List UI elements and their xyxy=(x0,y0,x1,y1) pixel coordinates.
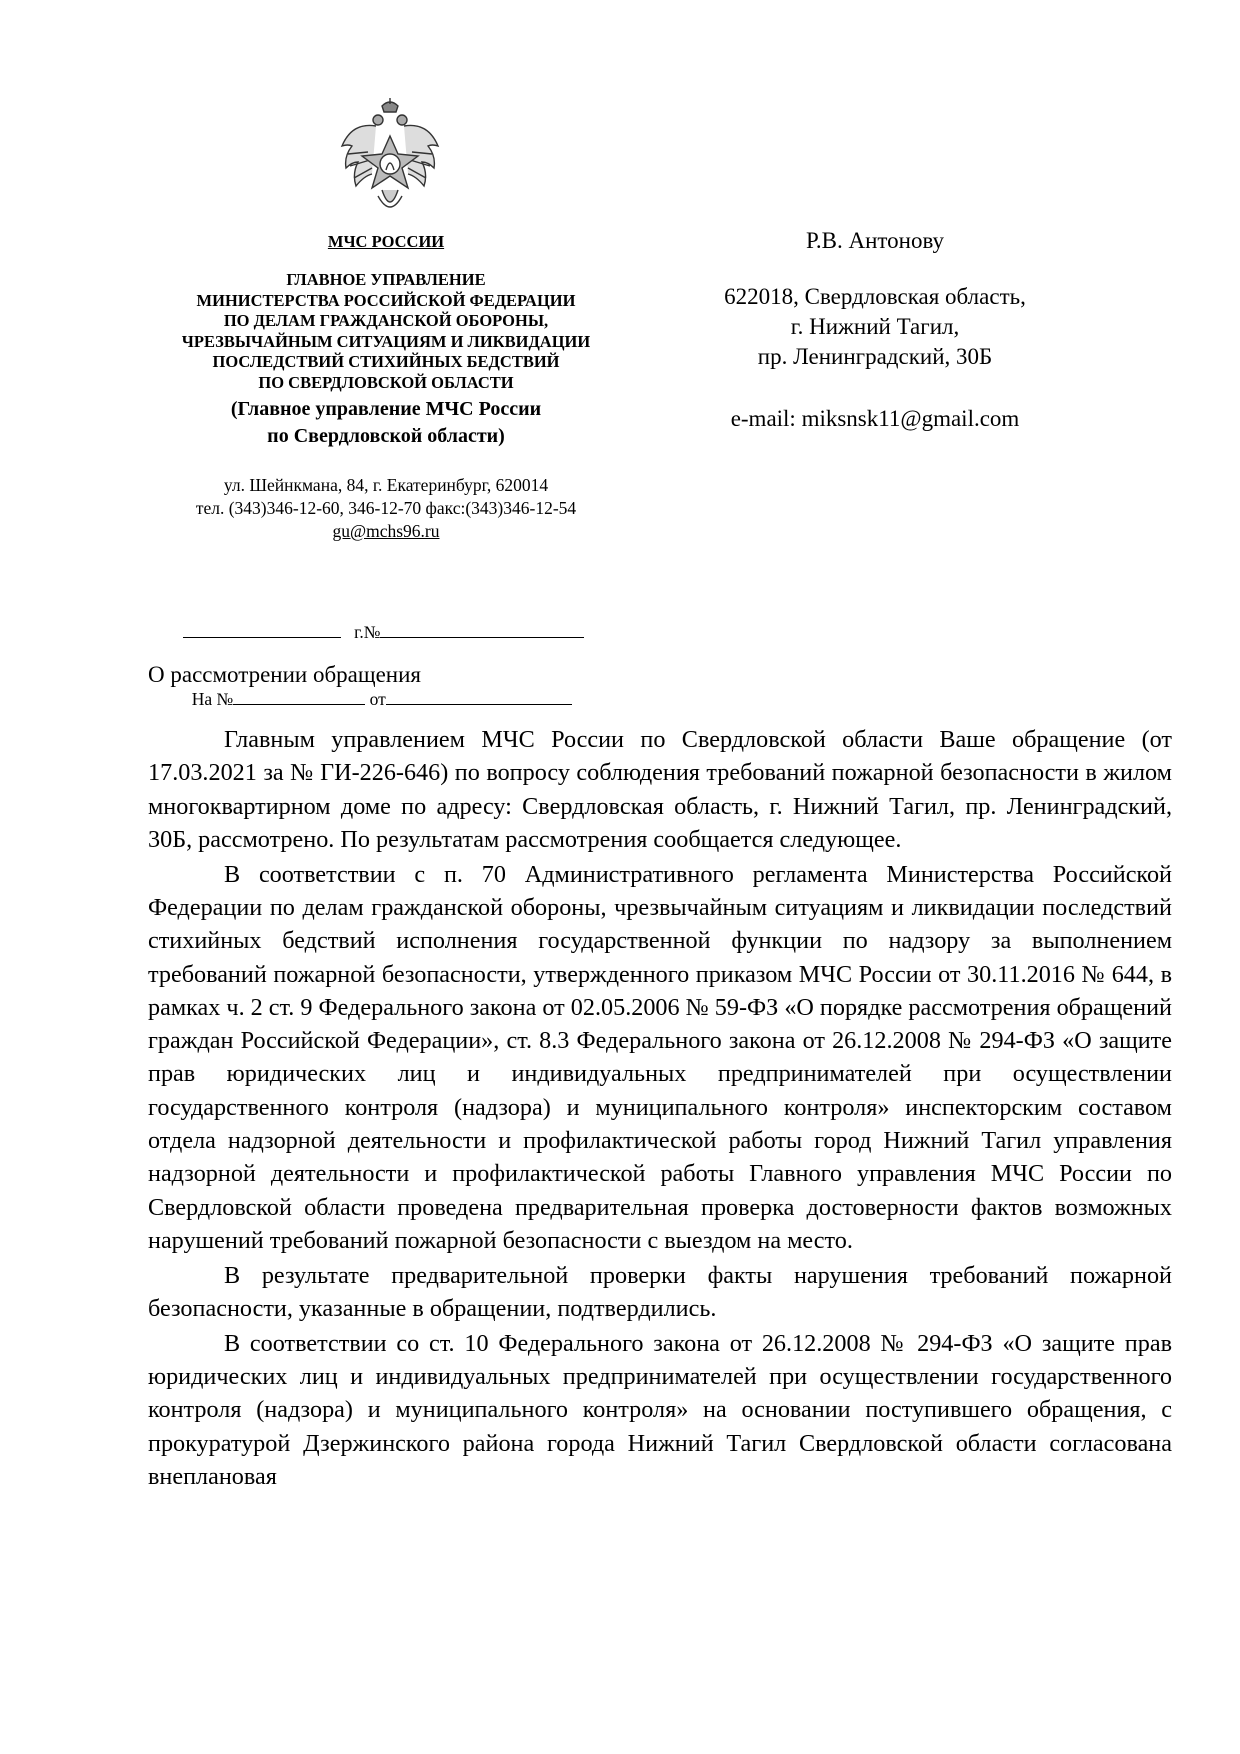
organization-short-name xyxy=(140,396,632,450)
body-paragraph: В соответствии с п. 70 Административного регламента Министерства Российской Федерации по делам гражданской обороны, чрезвычайным ситуациям и ликвидации последствий стихийных бедствий исполнения государственной функции по надзору за выполнением требований пожарной безопасности, утвержденного приказом МЧС России от 30.11.2016 № 644, в рамках ч. 2 ст. 9 Федерального закона от 02.05.2006 № 59-ФЗ «О порядке рассмотрения обращений граждан Российской Федерации», ст. 8.3 Федерального закона от 26.12.2008 № 294-ФЗ «О защите прав юридических лиц и индивидуальных предпринимателей при осуществлении государственного контроля (надзора) и муниципального контроля» инспекторским составом отдела надзорной деятельности и профилактической работы город Нижний Тагил управления надзорной деятельности и профилактической работы Главного управления МЧС России по Свердловской области проведена предварительная проверка достоверности фактов возможных нарушений требований пожарной безопасности с выездом на место. xyxy=(148,860,1172,1254)
mchs-emblem xyxy=(338,96,442,220)
recipient-address-line: пр. Ленинградский, 30Б xyxy=(757,344,993,369)
sender-contacts xyxy=(140,474,632,543)
from-blank xyxy=(386,687,572,705)
incoming-number-line xyxy=(183,687,603,710)
reg-no-blank xyxy=(380,620,584,638)
body-paragraph: В результате предварительной проверки факты нарушения требований пожарной безопасности, указанные в обращении, подтвердились. xyxy=(148,1261,1172,1323)
recipient-block xyxy=(680,226,1070,434)
in-reply-blank xyxy=(233,687,365,705)
org-short-line: (Главное управление МЧС России xyxy=(230,397,542,420)
org-line: ПОСЛЕДСТВИЙ СТИХИЙНЫХ БЕДСТВИЙ xyxy=(212,352,560,372)
agency-name: МЧС РОССИИ xyxy=(327,232,445,251)
org-line: МИНИСТЕРСТВА РОССИЙСКОЙ ФЕДЕРАЦИИ xyxy=(196,290,576,310)
recipient-name: Р.В. Антонову xyxy=(805,228,945,253)
sender-block xyxy=(140,232,632,543)
letter-body xyxy=(148,723,1172,1495)
registration-fields xyxy=(183,576,603,732)
body-paragraph: В соответствии со ст. 10 Федерального закона от 26.12.2008 № 294-ФЗ «О защите прав юридических лиц и индивидуальных предпринимателей при осуществлении государственного контроля (надзора) и муниципального контроля» на основании поступившего обращения, с прокуратурой Дзержинского района города Нижний Тагил Свердловской области согласована внеплановая xyxy=(148,1329,1172,1491)
org-line: ЧРЕЗВЫЧАЙНЫМ СИТУАЦИЯМ И ЛИКВИДАЦИИ xyxy=(181,331,591,351)
recipient-address-line: 622018, Свердловская область, xyxy=(724,284,1026,309)
org-short-line: по Свердловской области) xyxy=(267,424,505,447)
organization-name xyxy=(140,270,632,394)
org-line: ГЛАВНОЕ УПРАВЛЕНИЕ xyxy=(286,270,486,289)
body-paragraph: Главным управлением МЧС России по Свердловской области Ваше обращение (от 17.03.2021 за № ГИ-226-646) по вопросу соблюдения требований пожарной безопасности в жилом многоквартирном доме по адресу: Свердловская область, г. Нижний Тагил, пр. Ленинградский, 30Б, рассмотрено. По результатам рассмотрения сообщается следующее. xyxy=(148,726,1172,853)
sender-address: ул. Шейнкмана, 84, г. Екатеринбург, 620014 xyxy=(223,474,549,495)
sender-phones: тел. (343)346-12-60, 346-12-70 факс:(343)346-12-54 xyxy=(195,497,577,518)
org-line: ПО ДЕЛАМ ГРАЖДАНСКОЙ ОБОРОНЫ, xyxy=(223,311,549,331)
recipient-email: e-mail: miksnsk11@gmail.com xyxy=(730,406,1020,431)
in-reply-label: На № xyxy=(191,689,234,709)
from-label: от xyxy=(369,689,386,709)
letter-subject: О рассмотрении обращения xyxy=(148,662,421,687)
org-line: ПО СВЕРДЛОВСКОЙ ОБЛАСТИ xyxy=(258,372,514,392)
recipient-address-line: г. Нижний Тагил, xyxy=(790,314,960,339)
reg-no-label: г.№ xyxy=(354,622,381,642)
date-blank xyxy=(183,620,341,638)
sender-email-link[interactable]: gu@mchs96.ru xyxy=(332,520,440,541)
outgoing-number-line xyxy=(183,620,603,643)
